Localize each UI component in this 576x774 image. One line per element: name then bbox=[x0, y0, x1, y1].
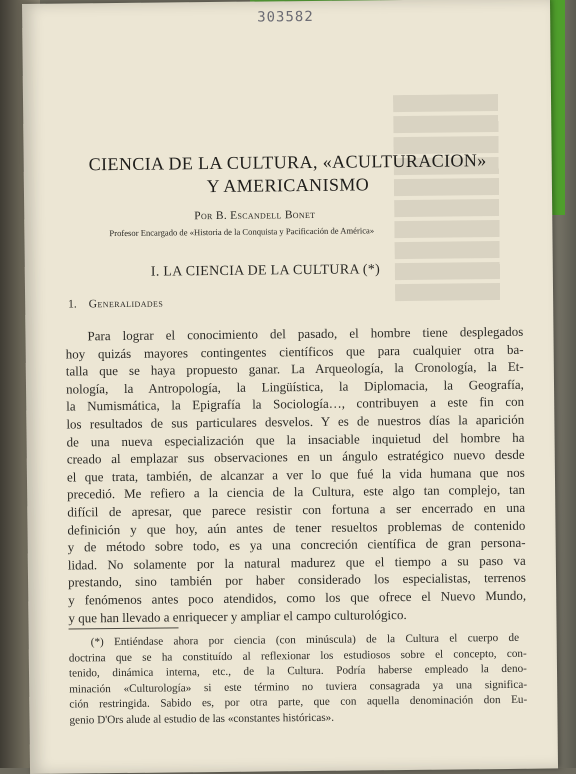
body-line: y fenómenos antes poco atendidos, como los que ofrece el Nuevo Mundo, bbox=[68, 587, 527, 608]
footnote-line: minación «Culturología» si este término no tuviera consagrada ya una significa- bbox=[69, 678, 528, 696]
body-line: el que trata, también, de alcanzar a ver lo que fué la vida humana que nos bbox=[66, 464, 525, 485]
body-line: Para lograr el conocimiento del pasado, el hombre tiene desplegados bbox=[87, 323, 524, 344]
body-line: difícil de apresar, que parece resistir con fortuna a ser encerrado en una bbox=[67, 499, 526, 520]
subsection-heading bbox=[68, 298, 163, 311]
body-line: los resultados de sus particulares desvelos. Y es de nuestros días la aparición bbox=[66, 411, 525, 432]
document-page bbox=[22, 0, 558, 774]
footnote-line: ción restringida. Sabido es, por otra parte, que con aquella denominación don Eu- bbox=[69, 694, 528, 711]
body-line: y que han llevado a enriquecer y ampliar el campo culturológico. bbox=[68, 606, 407, 626]
body-line: talla que se haya propuesto ganar. La Arqueología, la Cronología, la Et- bbox=[65, 358, 524, 379]
footnote-rule bbox=[69, 627, 179, 629]
bleed-through-text bbox=[393, 94, 545, 306]
body-line: hoy quizás mayores contingentes científicos que para cualquier otra ba- bbox=[65, 341, 524, 362]
body-line: nología, la Antropología, la Lingüística, la Diplomacia, la Geografía, bbox=[65, 376, 524, 397]
body-line: precedió. Me refiero a la ciencia de la Cultura, este algo tan complejo, tan bbox=[67, 482, 526, 502]
body-line: creado al emplazar sus observaciones en un ángulo estratégico nuevo desde bbox=[66, 446, 525, 467]
body-paragraph bbox=[65, 323, 526, 627]
body-line: prestando, sino también por haber considerado los especialistas, terrenos bbox=[67, 570, 526, 590]
footnote bbox=[69, 631, 528, 729]
footnote-line: doctrina que se ha constituído al reflexionar los estudiosos sobre el concepto, con- bbox=[68, 647, 527, 665]
body-line: de una nueva especialización que la insaciable inquietud del hombre ha bbox=[66, 429, 525, 450]
body-line: la Numismática, la Epigrafía la Sociología…, contribuyen a este fin con bbox=[66, 394, 525, 414]
footnote-line: tenido, dinámica interna, etc., de la Cultura. Podría haberse empleado la deno- bbox=[68, 662, 527, 680]
author-byline: Por B. Escandell Bonet bbox=[194, 208, 316, 223]
handwritten-catalog-number: 303582 bbox=[257, 8, 314, 26]
subsection-title: Generalidades bbox=[88, 297, 164, 311]
footnote-line: (*) Entiéndase ahora por ciencia (con minúscula) de la Cultura el cuerpo de bbox=[90, 631, 520, 649]
section-heading: I. LA CIENCIA DE LA CULTURA (*) bbox=[150, 262, 381, 280]
footnote-line: genio D'Ors alude al estudio de las «constantes históricas». bbox=[69, 711, 335, 727]
title-line-1: CIENCIA DE LA CULTURA, «ACULTURACION» bbox=[88, 150, 487, 175]
body-line: y de método sobre todo, es ya una concreción científica de gran persona- bbox=[67, 534, 526, 555]
article-title bbox=[78, 149, 498, 199]
body-line: lidad. No solamente por la natural madurez que el tiempo a su paso va bbox=[67, 552, 526, 573]
subsection-number: 1. bbox=[68, 298, 77, 311]
author-affiliation: Profesor Encargado de «Historia de la Conquista y Pacificación de América» bbox=[109, 225, 375, 239]
body-line: definición y que hoy, aún antes de tener resueltos problemas de contenido bbox=[67, 517, 526, 538]
title-line-2: Y AMERICANISMO bbox=[206, 174, 370, 197]
